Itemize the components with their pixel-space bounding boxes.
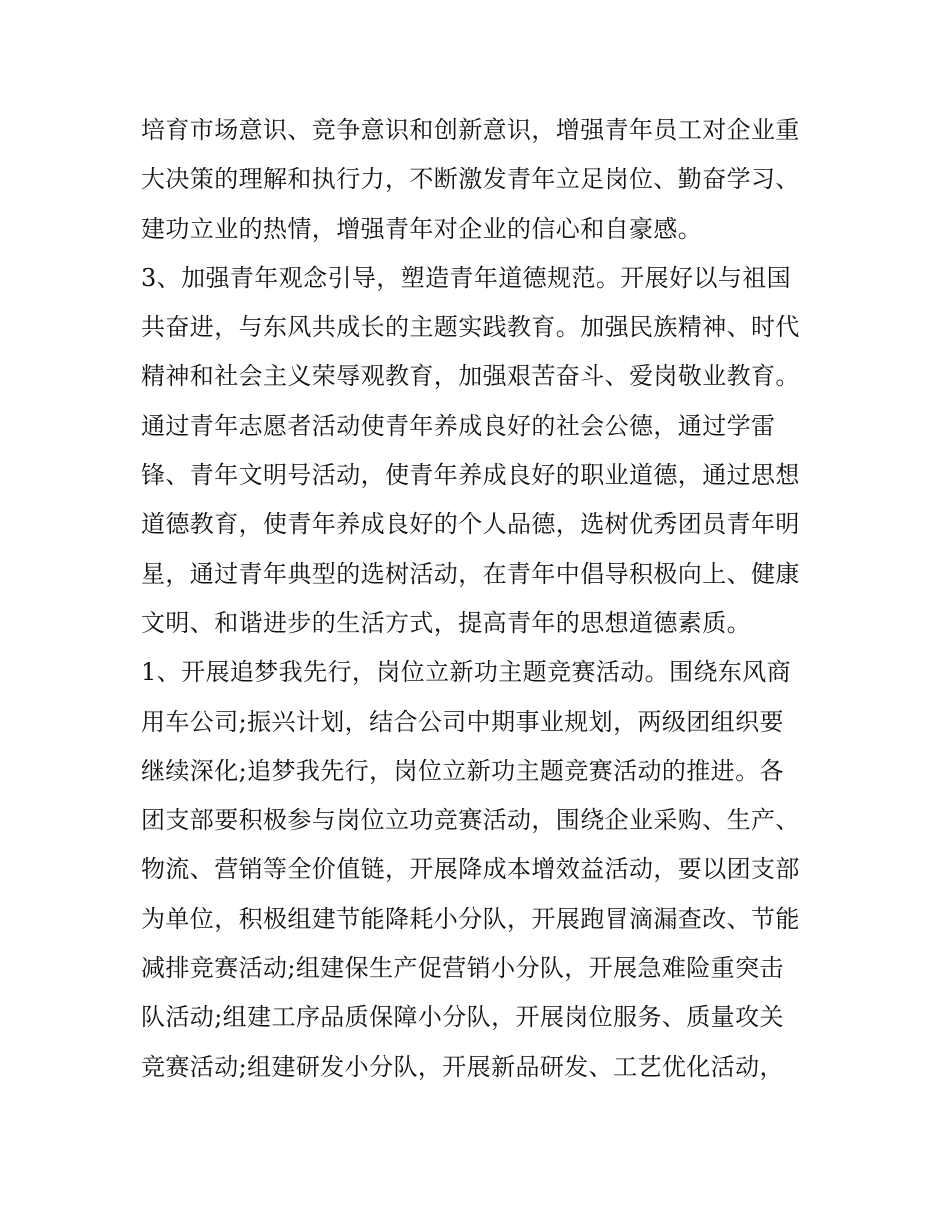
text-line: 道德教育，使青年养成良好的个人品德，选树优秀团员青年明 bbox=[141, 510, 800, 539]
text-line: 团支部要积极参与岗位立功竞赛活动，围绕企业采购、生产、 bbox=[141, 806, 800, 835]
text-line: 通过青年志愿者活动使青年养成良好的社会公德，通过学雷 bbox=[141, 411, 776, 440]
text-line: 减排竞赛活动;组建保生产促营销小分队，开展急难险重突击 bbox=[141, 954, 784, 983]
text-line: 文明、和谐进步的生活方式，提高青年的思想道德素质。 bbox=[141, 608, 751, 637]
text-line: 为单位，积极组建节能降耗小分队，开展跑冒滴漏查改、节能 bbox=[141, 904, 800, 933]
text-line: 竞赛活动;组建研发小分队，开展新品研发、工艺优化活动， bbox=[141, 1052, 784, 1081]
body-text bbox=[141, 106, 831, 1092]
text-line: 精神和社会主义荣辱观教育，加强艰苦奋斗、爱岗敬业教育。 bbox=[141, 362, 800, 391]
text-line: 队活动;组建工序品质保障小分队，开展岗位服务、质量攻关 bbox=[141, 1003, 784, 1032]
text-line: 培育市场意识、竞争意识和创新意识，增强青年员工对企业重 bbox=[141, 116, 800, 144]
text-line: 3、加强青年观念引导，塑造青年道德规范。开展好以与祖国 bbox=[141, 263, 792, 292]
text-line: 大决策的理解和执行力，不断激发青年立足岗位、勤奋学习、 bbox=[141, 165, 800, 194]
text-line: 继续深化;追梦我先行，岗位立新功主题竞赛活动的推进。各 bbox=[141, 756, 784, 785]
text-line: 物流、营销等全价值链，开展降成本增效益活动，要以团支部 bbox=[141, 855, 800, 884]
text-line: 用车公司;振兴计划，结合公司中期事业规划，两级团组织要 bbox=[141, 707, 784, 736]
text-line: 建功立业的热情，增强青年对企业的信心和自豪感。 bbox=[141, 214, 703, 243]
text-line: 1、开展追梦我先行，岗位立新功主题竞赛活动。围绕东风商 bbox=[141, 658, 792, 687]
text-line: 星，通过青年典型的选树活动，在青年中倡导积极向上、健康 bbox=[141, 559, 800, 588]
text-line: 锋、青年文明号活动，使青年养成良好的职业道德，通过思想 bbox=[141, 461, 800, 490]
text-line: 共奋进，与东风共成长的主题实践教育。加强民族精神、时代 bbox=[141, 313, 800, 342]
